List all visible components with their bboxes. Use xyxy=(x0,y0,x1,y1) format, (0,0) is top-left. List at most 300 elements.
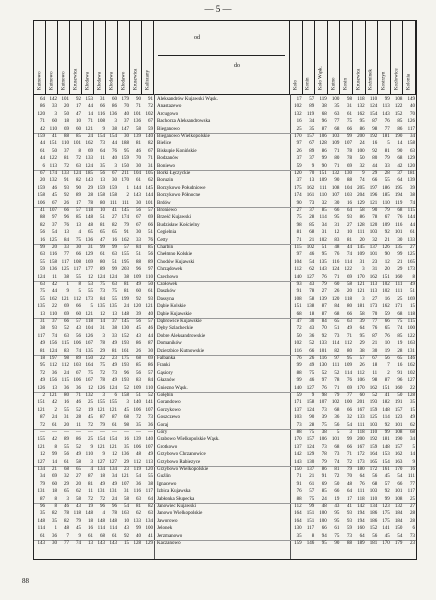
distance-cell: 112 xyxy=(133,459,141,465)
distance-cell: 89 xyxy=(309,104,315,110)
place-name: Cetty xyxy=(157,237,168,243)
distance-cell: 151 xyxy=(382,274,390,280)
distance-cell: 34 xyxy=(309,119,315,125)
place-name: Kaczanowo xyxy=(157,541,181,546)
distance-cell: 36 xyxy=(334,415,340,421)
distance-cell: 68 xyxy=(136,356,141,361)
distance-cell: 126 xyxy=(407,119,415,125)
distance-cell: 41 xyxy=(148,533,153,539)
distance-cell: 174 xyxy=(294,193,302,199)
distance-cell: 98 xyxy=(64,356,69,361)
distance-cell: 35 xyxy=(100,163,105,169)
distance-cell: 79 xyxy=(346,467,352,472)
distance-cell: 60 xyxy=(334,282,340,287)
distance-cell: 154 xyxy=(109,134,117,139)
left-column-header xyxy=(94,21,106,94)
distance-cell: 56 xyxy=(136,208,141,213)
table-row xyxy=(34,96,416,103)
right-column-header xyxy=(290,21,303,94)
distance-cell: 16 xyxy=(64,400,69,406)
place-name: Grzybowo Wielkopolskie xyxy=(157,467,209,472)
distance-cell: 43 xyxy=(136,333,141,339)
place-name: Gorandowo xyxy=(157,400,181,406)
distance-cell: 15 xyxy=(409,407,415,413)
distance-cell: 31 xyxy=(372,267,378,273)
distance-cell: 100 xyxy=(331,97,340,102)
distance-cell: 78 xyxy=(100,378,105,384)
distance-cell: 90 xyxy=(136,97,141,102)
table-row xyxy=(34,177,416,184)
distance-cell: 68 xyxy=(397,311,403,317)
distance-cell: 12 xyxy=(100,311,105,317)
distance-cell: 11 xyxy=(372,370,378,376)
distance-cell: 78 xyxy=(346,156,352,162)
distance-cell: 89 xyxy=(148,259,153,265)
distance-cell: 99 xyxy=(40,245,45,250)
distance-cell: 57 xyxy=(124,245,129,250)
distance-cell: 42 xyxy=(52,437,57,443)
column-header-label: Koło xyxy=(293,80,299,90)
distance-cell: 3 xyxy=(349,430,352,435)
distance-cell: 135 xyxy=(394,245,403,250)
distance-cell: 52 xyxy=(334,370,340,376)
distance-cell: 99 xyxy=(112,267,117,273)
distance-cell: 135 xyxy=(85,348,93,354)
distance-cell: 175 xyxy=(382,518,390,524)
distance-cell: 163 xyxy=(121,511,129,517)
distance-cell: 96 xyxy=(112,504,117,509)
table-row xyxy=(34,459,416,466)
distance-cell: 5 xyxy=(412,444,415,450)
right-column-header xyxy=(315,21,328,94)
distance-cell: 42 xyxy=(40,126,45,132)
distance-cell: 99 xyxy=(296,378,302,384)
left-column-header xyxy=(118,21,130,94)
distance-cell: 66 xyxy=(372,178,378,184)
distance-cell: 100 xyxy=(357,148,365,154)
place-name: Czechowo xyxy=(157,274,179,280)
distance-cell: 71 xyxy=(296,474,302,480)
place-name: Aleksandrów Kujawski Wąsk. xyxy=(157,97,218,102)
distance-cell: 50 xyxy=(52,148,57,154)
distance-cell: 121 xyxy=(85,126,93,132)
table-row xyxy=(34,444,416,451)
distance-cell: 30 xyxy=(112,178,117,184)
distance-cell: 143 xyxy=(37,541,45,546)
distance-cell: 114 xyxy=(382,415,390,421)
distance-cell: 139 xyxy=(133,134,141,139)
distance-cell: 23 xyxy=(112,356,117,361)
distance-cell: 102 xyxy=(306,245,315,250)
table-row xyxy=(34,185,416,192)
distance-cell: 167 xyxy=(357,407,365,413)
distance-cell: 100 xyxy=(319,518,327,524)
distance-cell: 61 xyxy=(136,178,141,184)
distance-cell: 75 xyxy=(309,430,315,435)
distance-cell: 113 xyxy=(49,163,57,169)
table-row xyxy=(34,200,416,207)
distance-cell: 31 xyxy=(64,415,69,421)
distance-cell: 49 xyxy=(112,341,117,347)
distance-cell: 10 xyxy=(76,119,81,125)
distance-cell: 128 xyxy=(407,393,415,398)
distance-cell: 56 xyxy=(40,230,45,236)
distance-cell: 25 xyxy=(409,496,415,502)
distance-cell: 42 xyxy=(397,163,403,169)
distance-cell: 64 xyxy=(359,533,365,539)
distance-cell: 14 xyxy=(397,141,403,147)
distance-cell: 163 xyxy=(394,459,403,465)
distance-cell: 28 xyxy=(76,415,81,421)
distance-cell: 193 xyxy=(121,363,129,369)
distance-cell: 56 xyxy=(372,474,378,480)
distance-cell: 48 xyxy=(88,222,93,228)
distance-cell: 69 xyxy=(346,385,352,391)
distance-cell: 64 xyxy=(359,474,365,480)
distance-cell: 63 xyxy=(334,111,340,117)
distance-cell: 92 xyxy=(136,296,141,302)
distance-cell: 86 xyxy=(397,126,403,132)
distance-cell: 80 xyxy=(334,156,340,162)
table-row xyxy=(34,288,416,295)
distance-cell: 103 xyxy=(331,134,340,139)
distance-cell: 117 xyxy=(407,489,415,495)
distance-cell: 101 xyxy=(394,489,403,495)
distance-cell: 17 xyxy=(296,97,302,102)
table-row xyxy=(34,207,416,214)
left-column-header xyxy=(70,21,82,94)
distance-cell: 87 xyxy=(372,333,378,339)
place-name: Dobre Aleksandrowskie xyxy=(157,333,206,339)
place-name: Boruzin xyxy=(157,178,174,184)
distance-cell: 67 xyxy=(148,148,153,154)
distance-cell: 77 xyxy=(372,319,378,324)
distance-cell: 73 xyxy=(112,370,117,376)
distance-cell: 28 xyxy=(397,348,403,354)
distance-cell: 69 xyxy=(148,356,153,361)
distance-cell: 16 xyxy=(372,141,378,147)
distance-cell: 17 xyxy=(76,104,81,110)
distance-cell: 110 xyxy=(369,97,378,102)
distance-cell: 110 xyxy=(145,274,153,280)
distance-cell: 5 xyxy=(336,430,340,435)
distance-cell: 86 xyxy=(76,437,81,443)
distance-cell: 101 xyxy=(394,422,403,428)
distance-cell: 76 xyxy=(397,215,403,221)
distance-cell: 101 xyxy=(331,437,340,443)
distance-cell: 76 xyxy=(372,326,378,332)
distance-cell: 114 xyxy=(109,526,117,532)
distance-cell: 188 xyxy=(121,141,129,147)
right-column-header xyxy=(328,21,341,94)
distance-cell: 96 xyxy=(64,215,69,221)
distance-cell: 83 xyxy=(136,378,141,384)
distance-cell: 104 xyxy=(344,185,352,191)
table-row xyxy=(34,118,416,125)
distance-cell: 81 xyxy=(346,237,352,243)
distance-cell: 148 xyxy=(109,518,117,524)
distance-cell: 99 xyxy=(296,363,302,369)
distance-cell: 74 xyxy=(409,200,415,206)
distance-cell: 75 xyxy=(40,289,45,295)
distance-cell: 205 xyxy=(357,185,365,191)
distance-cell: 77 xyxy=(64,252,69,258)
distance-cell: 150 xyxy=(294,467,302,472)
distance-cell: 55 xyxy=(76,274,81,280)
distance-cell: 91 xyxy=(64,178,69,184)
distance-cell: 30 xyxy=(334,200,340,206)
distance-cell: 113 xyxy=(369,282,378,287)
distance-cell: 127 xyxy=(407,378,415,384)
distance-cell: 108 xyxy=(294,296,302,302)
distance-cell: 99 xyxy=(397,252,403,258)
distance-cell: 124 xyxy=(369,104,378,110)
distance-cell: 49 xyxy=(346,326,352,332)
distance-cell: 49 xyxy=(309,363,315,369)
distance-cell: 193 xyxy=(121,378,129,384)
distance-cell: 107 xyxy=(121,481,129,487)
distance-cell: 95 xyxy=(359,119,365,125)
distance-cell: 164 xyxy=(369,452,378,458)
distance-cell: 91 xyxy=(148,97,153,102)
distance-cell: 63 xyxy=(40,252,45,258)
distance-cell: 68 xyxy=(334,444,340,450)
distance-cell: 203 xyxy=(121,267,129,273)
distance-cell: 133 xyxy=(85,156,93,162)
distance-cell: 102 xyxy=(294,104,302,110)
distance-cell: 9 xyxy=(311,163,315,169)
distance-cell: 29 xyxy=(372,171,378,176)
distance-cell: 93 xyxy=(346,518,352,524)
distance-cell: 23 xyxy=(372,259,378,265)
distance-cell: 56 xyxy=(136,319,141,324)
distance-cell: 44 xyxy=(52,289,57,295)
place-name: Bieganowo xyxy=(157,126,180,132)
distance-cell: 157 xyxy=(306,134,315,139)
distance-cell: 68 xyxy=(334,407,340,413)
distance-cell: 36 xyxy=(148,422,153,428)
distance-cell: 66 xyxy=(76,252,81,258)
distance-cell: 115 xyxy=(407,319,415,324)
distance-cell: 146 xyxy=(306,541,315,546)
left-column-header xyxy=(34,21,46,94)
distance-cell: 124 xyxy=(306,444,315,450)
distance-cell: 120 xyxy=(37,111,45,117)
distance-cell: 109 xyxy=(331,141,340,147)
distance-cell: 25 xyxy=(88,400,93,406)
distance-cell: 13 xyxy=(52,385,57,391)
distance-cell: 93 xyxy=(64,185,69,191)
table-row xyxy=(34,170,416,177)
distance-cell: 69 xyxy=(346,163,352,169)
distance-cell: 64 xyxy=(397,178,403,184)
distance-cell: 85 xyxy=(321,489,327,495)
distance-cell: 60 xyxy=(76,126,81,132)
distance-cell: 101 xyxy=(145,200,153,206)
distance-cell: 128 xyxy=(133,541,141,546)
distance-cell: — xyxy=(136,430,141,435)
distance-cell: 100 xyxy=(344,400,352,406)
distance-cell: 151 xyxy=(319,171,327,176)
distance-cell: 38 xyxy=(148,481,153,487)
distance-cell: 73 xyxy=(346,533,352,539)
right-column-header xyxy=(366,21,379,94)
distance-cell: 81 xyxy=(136,504,141,509)
distance-cell: 154 xyxy=(382,459,390,465)
distance-cell: 81 xyxy=(296,230,302,236)
distance-cell: 76 xyxy=(384,333,390,339)
distance-cell: 25 xyxy=(296,126,302,132)
distance-cell: 144 xyxy=(407,215,415,221)
distance-cell: 73 xyxy=(334,333,340,339)
left-column-header xyxy=(82,21,94,94)
table-row xyxy=(34,496,416,503)
table-row xyxy=(34,222,416,229)
distance-cell: 115 xyxy=(61,378,69,384)
distance-cell: 44 xyxy=(112,141,117,147)
distance-cell: 36 xyxy=(76,385,81,391)
distance-cell: 114 xyxy=(97,526,105,532)
distance-cell: 7 xyxy=(66,533,69,539)
place-name: Bodzanów xyxy=(157,156,179,162)
distance-cell: 162 xyxy=(306,185,315,191)
distance-cell: 27 xyxy=(346,222,352,228)
distance-cell: 43 xyxy=(76,504,81,509)
distance-cell: 35 xyxy=(309,126,315,132)
distance-cell: 76 xyxy=(296,356,302,361)
distance-cell: 157 xyxy=(394,444,403,450)
column-header-label: Kłodawa xyxy=(97,71,102,90)
distance-cell: 124 xyxy=(85,163,93,169)
distance-cell: 79 xyxy=(334,393,340,398)
distance-cell: 69 xyxy=(52,474,57,480)
distance-cell: 143 xyxy=(133,193,141,199)
distance-cell: 78 xyxy=(334,378,340,384)
distance-cell: 158 xyxy=(109,193,117,199)
distance-cell: 102 xyxy=(382,282,390,287)
distance-cell: 160 xyxy=(394,385,403,391)
distance-cell: 180 xyxy=(357,467,365,472)
distance-cell: 113 xyxy=(145,459,153,465)
distance-cell: 26 xyxy=(309,356,315,361)
distance-cell: 67 xyxy=(136,222,141,228)
distance-cell: 3 xyxy=(54,111,57,117)
distance-cell: 126 xyxy=(37,385,45,391)
distance-cell: 87 xyxy=(321,304,327,310)
distance-cell: 75 xyxy=(88,370,93,376)
distance-cell: 59 xyxy=(346,526,352,532)
distance-cell: 129 xyxy=(85,252,93,258)
distance-cell: 97 xyxy=(52,215,57,221)
distance-cell: 43 xyxy=(309,282,315,287)
distance-cell: 71 xyxy=(148,156,153,162)
distance-cell: 30 xyxy=(309,319,315,324)
distance-cell: 72 xyxy=(40,422,45,428)
distance-cell: 70 xyxy=(372,311,378,317)
distance-cell: 48 xyxy=(346,481,352,487)
distance-cell: 102 xyxy=(407,370,415,376)
distance-cell: 119 xyxy=(306,111,315,117)
distance-cell: 196 xyxy=(369,193,378,199)
distance-cell: 99 xyxy=(346,134,352,139)
distance-cell: 34 xyxy=(40,474,45,480)
distance-cell: 91 xyxy=(124,230,129,236)
distance-cell: 76 xyxy=(112,148,117,154)
distance-cell: 12 xyxy=(40,452,45,458)
distance-cell: 122 xyxy=(394,104,403,110)
distance-cell: 93 xyxy=(52,326,57,332)
distance-cell: 60 xyxy=(52,481,57,487)
distance-cell: 35 xyxy=(136,422,141,428)
distance-cell: 152 xyxy=(394,111,403,117)
distance-cell: 109 xyxy=(357,252,365,258)
distance-cell: 162 xyxy=(49,296,57,302)
column-header-label: Kruszwica xyxy=(133,68,138,90)
distance-cell: 121 xyxy=(85,311,93,317)
distance-cell: 45 xyxy=(88,415,93,421)
distance-cell: 61 xyxy=(88,533,93,539)
distance-cell: 72 xyxy=(100,370,105,376)
distance-cell: 112 xyxy=(294,267,302,273)
distance-cell: 1 xyxy=(66,282,69,287)
distance-cell: 84 xyxy=(321,319,327,324)
distance-cell: 68 xyxy=(309,230,315,236)
column-header-label: Kutnowo xyxy=(49,71,54,90)
right-column-header xyxy=(391,21,404,94)
distance-cell: 132 xyxy=(85,393,93,398)
distance-cell: 60 xyxy=(112,97,117,102)
distance-cell: 84 xyxy=(334,304,340,310)
distance-cell: 66 xyxy=(64,319,69,324)
table-row xyxy=(34,399,416,406)
distance-cell: 124 xyxy=(49,348,57,354)
distance-cell: 68 xyxy=(64,467,69,472)
distance-cell: 61 xyxy=(64,459,69,465)
distance-cell: 20 xyxy=(76,481,81,487)
distance-cell: 137 xyxy=(306,467,315,472)
distance-cell: 57 xyxy=(76,208,81,213)
distance-cell: 100 xyxy=(319,511,327,517)
distance-cell: 96 xyxy=(40,504,45,509)
distance-cell: 167 xyxy=(85,341,93,347)
distance-cell: 35 xyxy=(296,533,302,539)
distance-cell: 140 xyxy=(145,134,153,139)
distance-cell: 99 xyxy=(321,156,327,162)
place-name: Gorzykowo xyxy=(157,407,181,413)
distance-cell: 28 xyxy=(384,171,390,176)
distance-cell: 69 xyxy=(148,215,153,221)
distance-cell: 33 xyxy=(64,245,69,250)
to-label: do xyxy=(234,63,240,69)
distance-cell: 128 xyxy=(319,141,327,147)
table-row xyxy=(34,392,416,399)
distance-cell: 75 xyxy=(100,363,105,369)
distance-cell: 86 xyxy=(359,126,365,132)
distance-cell: 69 xyxy=(321,481,327,487)
distance-cell: 125 xyxy=(49,237,57,243)
distance-cell: 28 xyxy=(88,193,93,199)
distance-cell: 87 xyxy=(321,126,327,132)
distance-cell: 67 xyxy=(76,370,81,376)
distance-cell: 112 xyxy=(61,363,69,369)
distance-cell: 151 xyxy=(294,304,302,310)
distance-cell: 124 xyxy=(73,171,81,176)
distance-cell: 172 xyxy=(369,467,378,472)
distance-cell: 67 xyxy=(112,171,117,176)
distance-cell: 79 xyxy=(76,518,81,524)
distance-cell: 13 xyxy=(100,178,105,184)
column-header-label: Kutno xyxy=(331,77,337,90)
